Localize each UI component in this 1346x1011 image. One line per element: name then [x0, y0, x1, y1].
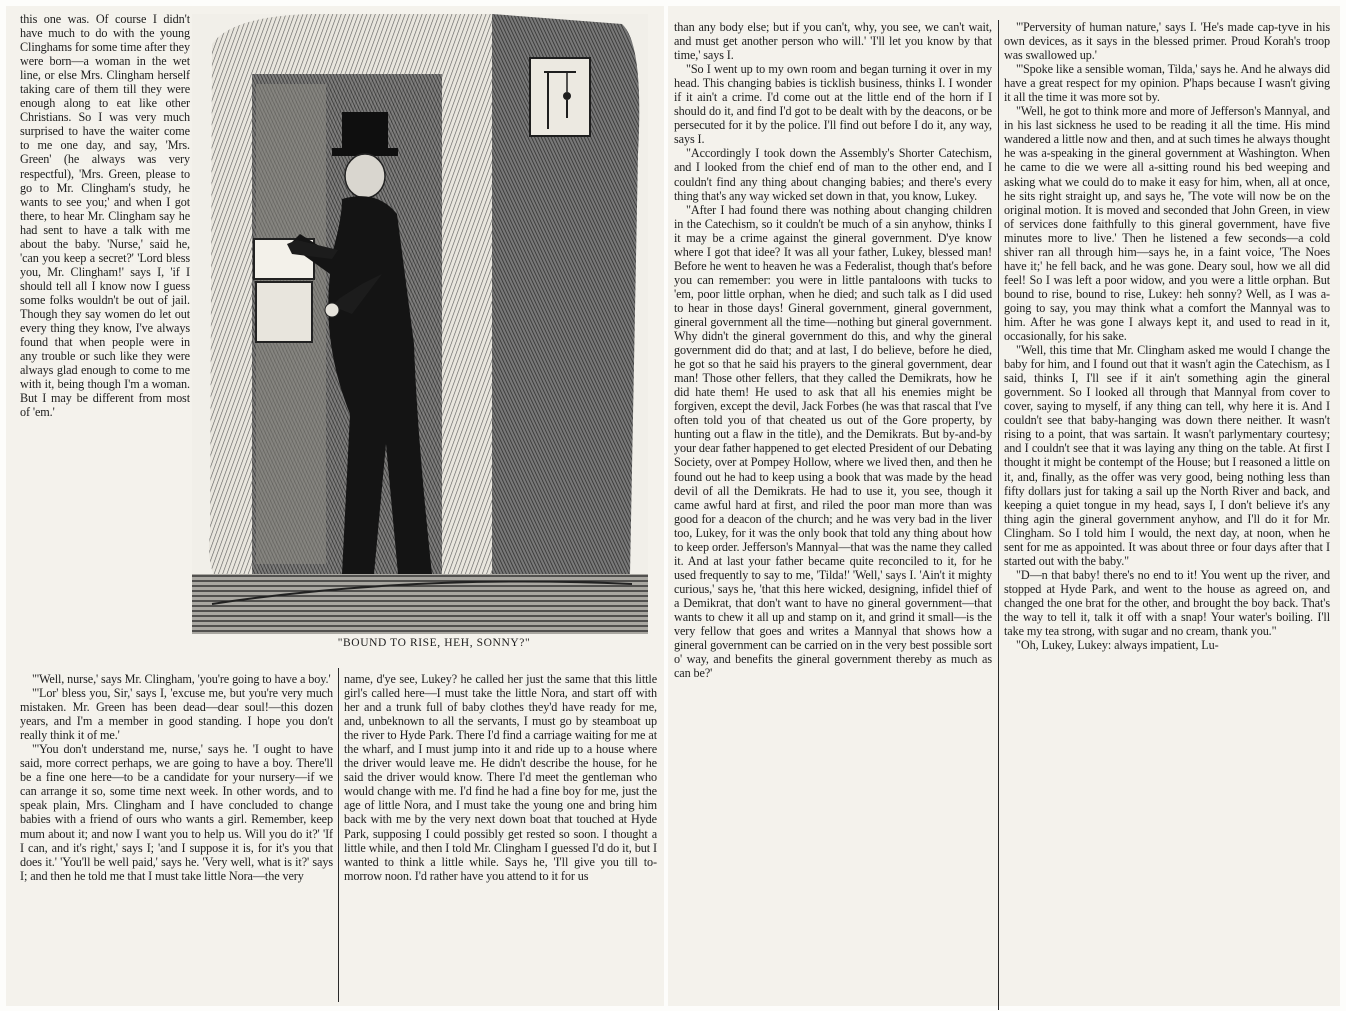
left-narrow-column: [20, 12, 190, 670]
paragraph: "'Lor' bless you, Sir,' says I, 'excuse me, but you're very much mistaken. Mr. Green has been dead—dear soul!—this dozen years, and I'm a member in good standing. I hope you don't really think it of me.': [20, 686, 333, 743]
paragraph: "Oh, Lukey, Lukey: always impatient, Lu-: [1016, 638, 1219, 653]
left-bottom-column-1: [20, 672, 333, 1002]
column-rule: [998, 20, 999, 1010]
paragraph: "'Perversity of human nature,' says I. 'He's made cap-tyve in his own devices, as it says in the blessed primer. Proud Korah's troop was swallowed up.': [1004, 20, 1330, 63]
paragraph: "Accordingly I took down the Assembly's Shorter Catechism, and I looked from the chief end of man to the other end, and I couldn't find any thing about changing babies; and there's every thing that's any way wicked set down in that, you know, Lukey.: [674, 146, 992, 203]
right-column-2: [1004, 20, 1330, 970]
left-bottom-column-2: [344, 672, 657, 1002]
illustration-caption: "BOUND TO RISE, HEH, SONNY?": [337, 637, 531, 649]
paragraph: "'Well, nurse,' says Mr. Clingham, 'you're going to have a boy.': [32, 672, 331, 686]
paragraph: this one was. Of course I didn't have much to do with the young Clinghams for some time after they were born—a woman in the wet line, or else Mrs. Clingham herself taking care of them till they were enough along to eat like other Christians. So I was very much surprised to have the waiter come to me one day, and say, 'Mrs. Green' (he always was very respectful), 'Mrs. Green, please to go to Mr. Clingham's study, he wants to see you;' and when I got there, to hear Mr. Clingham say he had sent to have a talk with me about the baby. 'Nurse,' said he, 'can you keep a secret?' 'Lord bless you, Mr. Clingham!' says I, 'if I should tell all I know now I guess some folks wouldn't be out of jail. Though they say women do let out every thing they know, I've always found that when people were in any trouble or such like they were always glad enough to come to me with it, being though I'm a woman. But I may be different from most of 'em.': [20, 12, 190, 420]
right-column-1: [674, 20, 992, 984]
paragraph: "So I went up to my own room and began turning it over in my head. This changing babies is ticklish business, thinks I. I wonder if it ain't a crime. I'd come out at the little end of the horn if I should do it, and find I'd got to be dealt with by the deacons, or be persecuted for it by the police. I'll find out before I do it, any way, says I.: [674, 62, 992, 147]
paragraph: name, d'ye see, Lukey? he called her just the same that this little girl's called here—I must take the little Nora, and start off with her and a trunk full of baby clothes they'd have ready for me, and, unbeknown to all the servants, I must go by steamboat up the river to Hyde Park. There I'd find a carriage waiting for me at the wharf, and I must jump into it and ride up to a house where the driver would leave me. He didn't describe the house, for he said the driver would know. There I'd meet the gentleman who would change with me. I'd find he had a fine boy for me, just the age of little Nora, and I must take the young one and bring him back with me by the very next down boat that touched at Hyde Park, supposing I could possibly get rested so soon. I thought a little while, and then I told Mr. Clingham I guessed I'd do it, but I wanted to think a little while. Says he, 'I'll give you till to-morrow noon. I'd rather have you attend to it for us: [344, 672, 657, 883]
paragraph: "'You don't understand me, nurse,' says he. 'I ought to have said, more correct perhaps, we are going to have a boy. There'll be a fine one here—to be a candidate for your nursery—if we can arrange it so, some time next week. In other words, and to speak plain, Mrs. Clingham and I have concluded to change babies with a friend of ours who wants a girl. Remember, keep mum about it; and now I want you to help us. Will you do it?' 'If I can, and it's right,' says I; 'and I suppose it is, for it's you that does it.' 'You'll be well paid,' says he. 'Very well, what is it?' says I; and then he told me that I must take little Nora—the very: [20, 742, 333, 883]
paragraph: "After I had found there was nothing about changing children in the Catechism, so it couldn't be much of a sin anyhow, thinks I it may be a crime against the gineral government. D'ye know where I got that idee? It was all your father, Lukey, blessed man! Before he went to heaven he was a Federalist, though that's before you can remember: you were in little pantaloons with tucks to 'em, poor little orphan, when he died; and such talk as I did used to hear in those days! Gineral government, gineral government, gineral government all the time—nothing but gineral government. Why didn't the gineral government do this, and why the gineral government did do that; and at last, I do believe, before he died, he got so that he said his prayers to the gineral government, dear man! Those other fellers, that they called the Demikrats, how he did hate them! He used to ask that all his enemies might be forgiven, except the devil, Jack Forbes (he was that rascal that I've often told you of that cheated us out of the Gore property, by hunting out a flaw in the title), and the Demikrats. But by-and-by your dear father happened to get elected President of our Debating Society, over at Pompey Hollow, where we lived then, and then he found out he had to keep using a book that was made by the head devil of all the Demikrats. He had to use it, you see, though it came awful hard at first, and riled the poor man more than was good for a deacon of the church; and he was very bad in the liver too, Lukey, for it was the only book that told any thing about how to keep order. Jefferson's Mannyal—that was the name they called it. And at last your father became quite reconciled to it, for he used frequently to say to me, 'Tilda!' 'Well,' says I. 'Ain't it mighty curious,' says he, 'that this here wicked, designing, infidel thief of a Demikrat, that don't want to have no gineral government—that wants to chew it all up and stamp on it, and grind it small—is the very fellow that goes and writes a Mannyal that shows how a gineral government can be carried on in the very best possible sort o' way, and benefits the gineral government thereby as much as can be?': [674, 202, 992, 681]
engraving-illustration: [192, 14, 648, 634]
paragraph: "D—n that baby! there's no end to it! You went up the river, and stopped at Hyde Park, and went to the house as agreed on, and changed the one brat for the other, and brought the boy back. That's the way to tell it, talk it off with a snap! Your water's boiling. I'll take my tea strong, with sugar and no cream, thank you.": [1004, 567, 1330, 639]
paragraph: than any body else; but if you can't, why, you see, we can't wait, and must get another person who will.' 'I'll let you know by that time,' says I.: [674, 20, 992, 63]
paragraph: "Well, he got to think more and more of Jefferson's Mannyal, and in his last sickness he used to be reading it all the time. His mind wandered a little now and then, and at such times he always thought he was a-speaking in the gineral government at Washington. When he came to die we were all a-sitting round his bed weeping and asking what we could do to make it easy for him, when, all at once, he sits right straight up, and says he, 'The vote will now be on the original motion. It is moved and seconded that John Green, in view of services done faithfully to this gineral government, have five minutes more to live.' Then he listened a few seconds—a cold shiver ran all through him—says he, in a faint voice, 'The Noes have it;' he fell back, and he was gone. Deary soul, how we all did feel! So I was left a poor widow, and you were a little orphan. But bound to rise, bound to rise, Lukey: heh sonny? Well, as I was a-going to say, you may think what a comfort the Mannyal was to him. After he was gone I always kept it, and used to read in it, occasionally, for his sake.: [1004, 104, 1330, 344]
column-rule: [338, 668, 339, 1002]
paragraph: "'Spoke like a sensible woman, Tilda,' says he. And he always did have a great respect for my opinion. P'haps because I wasn't giving it all the time it was more sot by.: [1004, 62, 1330, 105]
paragraph: "Well, this time that Mr. Clingham asked me would I change the baby for him, and I found out that it wasn't agin the Catechism, as I said, thinks I, I'll see if it ain't something agin the gineral government. So I looked all through that Mannyal from cover to cover, saying to myself, if any thing can tell, why here it is. And I couldn't see that baby-hanging was down there neither. It wasn't rising to a point, that was sartain. It wasn't parlymentary courtesy; and I couldn't see that it was laying any thing on the table. At first I thought it might be contempt of the House; but I reasoned a little on it, and, finally, as the offer was very good, being nothing less than fifty dollars just for taking a sail up the North River and back, and keeping a quiet tongue in my head, says I, I don't believe it's any thing agin the gineral government anyhow, and I'll do it for Mr. Clingham. So I told him I would, the next day, at noon, when he sent for me as appointed. It was about three or four days after that I started out with the baby.": [1004, 343, 1330, 568]
